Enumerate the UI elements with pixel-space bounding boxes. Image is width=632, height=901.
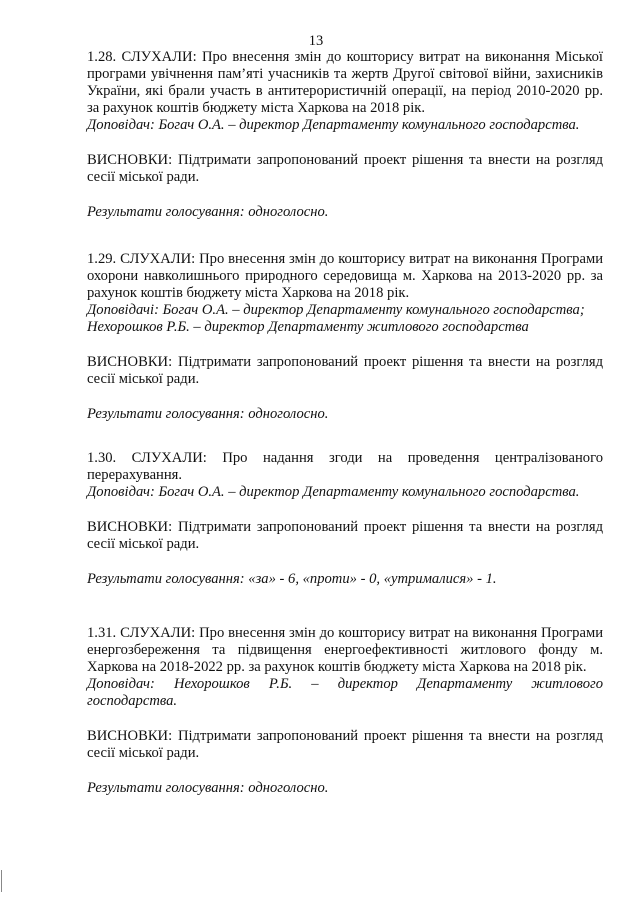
speakers	[87, 117, 603, 134]
heard-label: 1.30. СЛУХАЛИ:	[87, 450, 207, 466]
heard-paragraph	[87, 625, 603, 676]
speakers	[87, 302, 603, 336]
conclusions-text: Підтримати запропонований проект рішення та внести на розгляд сесії міської ради.	[87, 354, 603, 387]
conclusions-label: ВИСНОВКИ:	[87, 519, 173, 535]
conclusions-label: ВИСНОВКИ:	[87, 728, 173, 744]
speaker-line: Доповідачі: Богач О.А. – директор Департаменту комунального господарства;	[87, 302, 585, 318]
conclusions-label: ВИСНОВКИ:	[87, 152, 173, 168]
agenda-item-1-30	[87, 450, 603, 588]
page-number: 13	[308, 33, 324, 49]
heard-paragraph	[87, 49, 603, 117]
agenda-item-1-28	[87, 49, 603, 221]
voting-result: Результати голосування: одноголосно.	[87, 406, 329, 422]
speakers	[87, 676, 603, 710]
conclusions-text: Підтримати запропонований проект рішення та внести на розгляд сесії міської ради.	[87, 152, 603, 185]
agenda-item-1-29	[87, 251, 603, 423]
heard-label: 1.28. СЛУХАЛИ:	[87, 49, 197, 65]
heard-label: 1.31. СЛУХАЛИ:	[87, 625, 196, 641]
conclusions-paragraph	[87, 728, 603, 762]
agenda-item-1-31	[87, 625, 603, 797]
heard-text: Про внесення змін до кошторису витрат на виконання Міської програми увічнення пам’яті учасників та жертв Другої світової війни, захисників України, які брали участь в антитерористичній операції, на період 2010-2020 рр. за рахунок коштів бюджету міста Харкова на 2018 рік.	[87, 49, 603, 116]
conclusions-text: Підтримати запропонований проект рішення та внести на розгляд сесії міської ради.	[87, 519, 603, 552]
speaker-line: Нехорошков Р.Б. – директор Департаменту житлового господарства	[87, 319, 529, 335]
conclusions-paragraph	[87, 354, 603, 388]
heard-text: Про надання згоди на проведення централізованого перерахування.	[87, 450, 603, 483]
heard-paragraph	[87, 450, 603, 484]
speaker-line: Доповідач: Богач О.А. – директор Департаменту комунального господарства.	[87, 117, 580, 133]
heard-text: Про внесення змін до кошторису витрат на виконання Програми енергозбереження та підвищення енергоефективності житлового фонду м. Харкова на 2018-2022 рр. за рахунок коштів бюджету міста Харкова на 2018 рік.	[87, 625, 603, 675]
voting-result: Результати голосування: «за» - 6, «проти» - 0, «утрималися» - 1.	[87, 571, 497, 587]
heard-paragraph	[87, 251, 603, 302]
conclusions-paragraph	[87, 152, 603, 186]
speakers	[87, 484, 603, 501]
conclusions-text: Підтримати запропонований проект рішення та внести на розгляд сесії міської ради.	[87, 728, 603, 761]
heard-label: 1.29. СЛУХАЛИ:	[87, 251, 196, 267]
heard-text: Про внесення змін до кошторису витрат на виконання Програми охорони навколишнього природного середовища м. Харкова на 2013-2020 рр. за рахунок коштів бюджету міста Харкова на 2018 рік.	[87, 251, 603, 301]
scan-edge-mark	[1, 870, 2, 892]
speaker-line: Доповідач: Богач О.А. – директор Департаменту комунального господарства.	[87, 484, 580, 500]
speaker-line: Доповідач: Нехорошков Р.Б. – директор Департаменту житлового господарства.	[87, 676, 603, 709]
conclusions-label: ВИСНОВКИ:	[87, 354, 173, 370]
conclusions-paragraph	[87, 519, 603, 553]
voting-result: Результати голосування: одноголосно.	[87, 204, 329, 220]
voting-result: Результати голосування: одноголосно.	[87, 780, 329, 796]
